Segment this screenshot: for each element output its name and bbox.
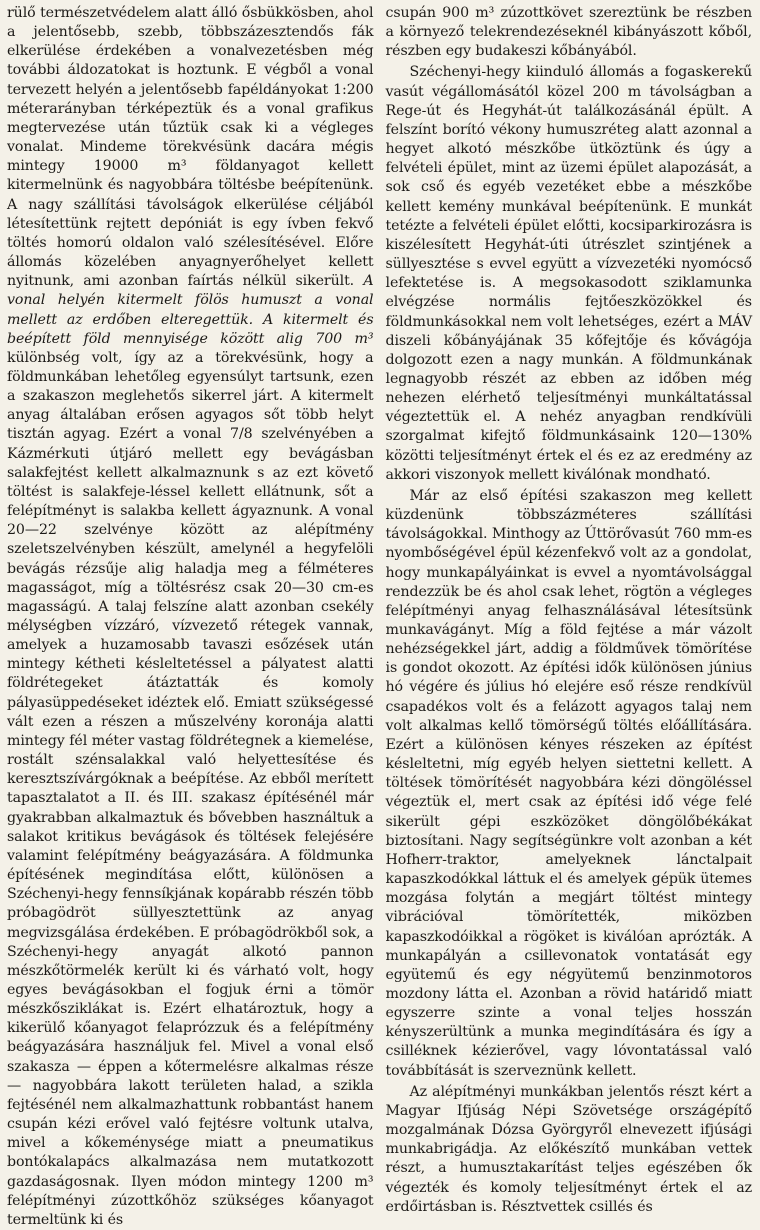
paragraph: Széchenyi-hegy kiinduló állomás a fogaskerekű vasút végállomásától közel 200 m távolságban a Rege-út és Hegyhát-út találkozásánál épült. A felszínt borító vékony humuszréteg alatt azonnal a hegyet alkotó mészkőbe ütköztünk és úgy a felvételi épület, mint az üzemi épület alapozását, a sok cső és egyéb vezetéket ebbe a mészkőbe kellett kemény munkával beépítenünk. E munkát tetézte a felvételi épület előtti, kocsiparkirozásra is kiszélesített Hegyhát-úti útrészlet szintjének a süllyesztése s evvel együtt a vízvezetéki nyomócső lefektetése is. A megsokasodott sziklamunka elvégzése normális fejtőeszközökkel és földmunkásokkal nem volt lehetséges, ezért a MÁV diszeli kőbányájának 35 kőfejtője és kővágója dolgozott ezen a nagy munkán. A földmunkának legnagyobb részét az ebben az időben még nehezen elérhető teljesítményi munkáltatással végeztettük el. A nehéz anyagban rendkívüli szorgalmat kifejtő földmunkásaink 120—130% közötti teljesítményt értek el és ez az eredmény az akkori viszonyok mellett kiválónak mondható. xyxy=(385,64,752,483)
left-column xyxy=(7,4,374,1228)
paragraph: csupán 900 m³ zúzottkövet szereztünk be részben a környező telekrendezéseknél kibányászott kőből, részben egy budakeszi kőbányából. xyxy=(385,5,752,60)
paragraph-text: rülő természetvédelem alatt álló ősbükkösben, ahol a jelentősebb, szebb, többszázesztendős fák elkerülése érdekében a vonalvezetésben még további áldozatokat is hoztunk. E végből a vonal tervezett helyén a jelentősebb fapéldányokat 1:200 méterarányban térképeztük és a vonal grafikus megtervezése után tűztük csak ki a végleges vonalat. Mindeme törekvésünk dacára mégis mintegy 19000 m³ földanyagot kellett kitermelnünk és nagyobbára töltésbe beépítenünk. A nagy szállítási távolságok elkerülése céljából létesítettünk rejtett depóniát is egy ívben fekvő töltés homorú oldalon való szélesítésével. Előre állomás közelében anyagnyerőhelyet kellett nyitnunk, ami azonban faírtás nélkül sikerült. xyxy=(7,5,374,290)
right-column xyxy=(385,4,753,1215)
paragraph: Már az első építési szakaszon meg kellett küzdenünk többszázméteres szállítási távolságokkal. Minthogy az Úttörővasút 760 mm-es nyombőségével épül kézenfekvő volt az a gondolat, hogy munkapályáinkat is evvel a nyomtávolsággal rendezzük be és ahol csak lehet, rögtön a végleges felépítményi anyag felhasználásával létesítsünk munkavágányt. Míg a föld fejtése a már vázolt nehézségekkel járt, addig a földművek tömörítése is gondot okozott. Az építési idők különösen június hó végére és július hó elejére eső része rendkívül csapadékos volt és a felázott agyagos talaj nem volt alkalmas kellő tömörségű töltés előállítására. Ezért a különösen kényes részeken az építést késleltetni, míg egyéb helyen siettetni kellett. A töltések tömörítését nagyobbára kézi döngöléssel végeztük el, mert csak az építési idő vége felé sikerült gépi eszközöket döngölőbékákat biztosítani. Nagy segítségünkre volt azonban a két Hofherr-traktor, amelyeknek lánctalpait kapaszkodókkal láttuk el és amelyek gépük ütemes mozgása folytán a megjárt töltést mintegy vibrációval tömörítették, miközben kapaszkodóikkal a rögöket is kiválóan aprózták. A munkapályán a csillevonatok vontatását egy együtemű és egy négyütemű benzinmotoros mozdony látta el. Azonban a rövid határidő miatt egyszerre szinte a vonal teljes hosszán kényszerültünk a munka megindítására és így a csilléknek kézierővel, vagy lóvontatással való továbbítását is szerveznünk kellett. xyxy=(385,487,752,1079)
paragraph: Az alépítményi munkákban jelentős részt kért a Magyar Ifjúság Népi Szövetsége országépítő mozgalmának Dózsa Györgyről elnevezett ifjúsági munkabrigádja. Az előkészítő munkában vettek részt, a humusztakarítást teljes egészében ők végezték és komoly teljesítményt értek el az erdőirtásban is. Résztvettek csillés és xyxy=(385,1083,752,1215)
paragraph-text: különbség volt, így az a törekvésünk, hogy a földmunkában lehetőleg egyensúlyt tartsunk, ezen a szakaszon meglehetős sikerrel járt. A kitermelt anyag általában erősen agyagos sőt több helyt tisztán agyag. Ezért a vonal 7/8 szelvényében a Kázmérkuti útjáró mellett egy bevágásban salakfejtést kellett alkalmaznunk s az ezt követő töltést is salakfeje-léssel kellett ellátnunk, sőt a felépítményt is salakba kellett ágyaznunk. A vonal 20—22 szelvénye között az alépítmény szeletszelvényben készült, amelynél a hegyfelöli bevágás rézsűje alig haladja meg a félméteres magasságot, míg a töltésrész csak 20—30 cm-es magasságú. A talaj felszíne alatt azonban csekély mélységben vízzáró, vízvezető rétegek vannak, amelyek a huzamosabb tavaszi esőzések után mintegy kétheti késleltetéssel a pályatest alatti földrétegeket átáztatták és komoly pályasüppedéseket idéztek elő. Emiatt szükségessé vált ezen a részen a műszelvény koronája alatti mintegy fél méter vastag földrétegnek a kiemelése, rostált szénsalakkal való helyettesítése és keresztszívárgóknak a beépítése. Az ebből merített tapasztalatot a II. és III. szakasz építésénél már gyakrabban alkalmaztuk és bővebben használtuk a salakot kritikus bevágások és töltések felejésére valamint felépítmény beágyazására. A földmunka építésének megindítása előtt, különösen a Széchenyi-hegy fennsíkjának kopárabb részén több próbagödröt süllyesztettünk az anyag megvizsgálása érdekében. E próbagödrökből sok, a Széchenyi-hegy anyagát alkotó pannon mészkőtörmelék került ki és várható volt, hogy egyes bevágásokban el fogjuk érni a tömör mészkősziklákat is. Ezért elhatároztuk, hogy a kikerülő kőanyagot felaprózzuk és a felépítmény beágyazására használjuk fel. Mivel a vonal első szakasza — éppen a kőtermelésre alkalmas része — nagyobbára lakott területen halad, a szikla fejtésénél nem alkalmazhattunk robbantást hanem csupán kézi erővel való fejtésre voltunk utalva, mivel a kőkeménysége miatt a pneumatikus bontókalapács alkalmazása nem mutatkozott gazdaságosnak. Ilyen módon mintegy 1200 m³ felépítményi zúzottkőhöz szükséges kőanyagot termeltünk ki és xyxy=(7,349,374,1228)
paragraph xyxy=(7,4,374,1230)
italic-emphasis: A vonal helyén kitermelt fölös humuszt a vonal mellett az erdőben elteregettük. A kitermelt és beépített föld mennyisége között alig 700 m³ xyxy=(7,273,374,347)
